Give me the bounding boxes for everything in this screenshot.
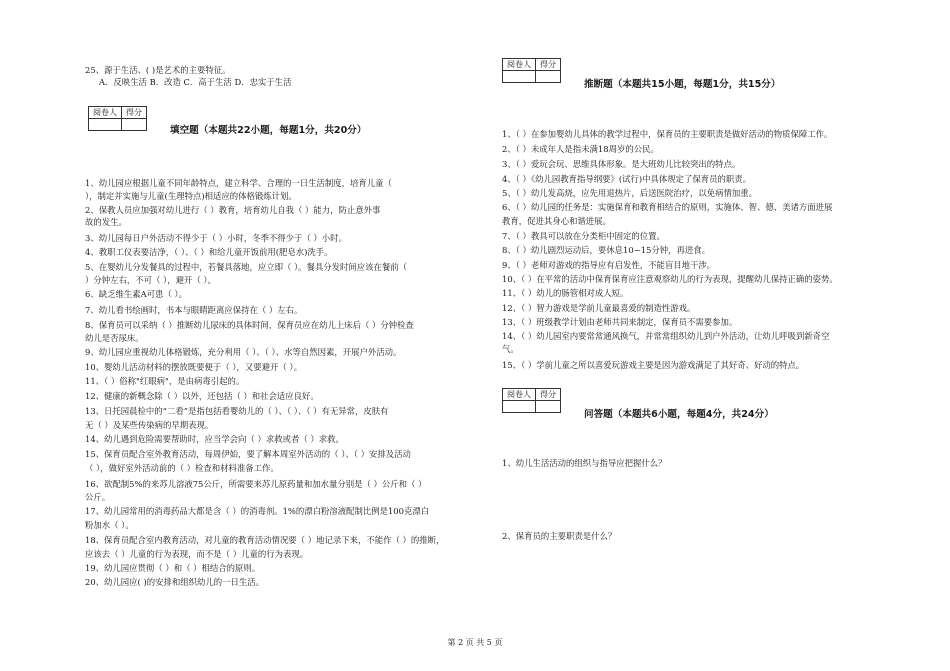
fill-question-line: 9、幼儿园应重视幼儿体格锻炼，充分利用（ ）、（ ）、水等自然因素，开展户外活动。	[85, 347, 402, 357]
judge-question-line: 14、（ ）幼儿园室内要常常通风换气，并常常组织幼儿到户外活动，让幼儿呼吸到新奇空	[502, 331, 830, 341]
judge-question-line: 3、（ ）爱玩会玩、思维具体形象。是大班幼儿比较突出的特点。	[502, 159, 741, 169]
judge-question-line: 15、（ ）学前儿童之所以喜爱玩游戏主要是因为游戏满足了其好奇、好动的特点。	[502, 360, 805, 370]
judge-question-line: 1、（ ）在参加婴幼儿具体的教学过程中，保育员的主要职责是做好活动的物质保障工作。	[502, 129, 833, 139]
fill-question-line: 3、幼儿园每日户外活动不得少于（ ）小时，冬季不得少于（ ）小时。	[85, 233, 347, 243]
qa-question-2: 2、保育员的主要职责是什么？	[502, 531, 617, 541]
fill-question-line: 公斤。	[85, 492, 111, 502]
judge-question-line: 2、（ ）未成年人是指未满18周岁的公民。	[502, 144, 659, 154]
fill-question-line: 15、保育员配合室外教育活动，每周伊始，要了解本周室外活动的（ ）、（ ）安排及活动	[85, 449, 411, 459]
fill-question-line: 无（ ）及某些传染病的早期表现。	[85, 420, 214, 430]
reviewer-label: 阅卷人	[89, 107, 122, 119]
score-label: 得分	[536, 59, 561, 71]
score-label: 得分	[122, 107, 147, 119]
judge-question-line: 8、（ ）幼儿剧烈运动后，要休息10~15分钟，再进食。	[502, 245, 711, 255]
qa-score-box	[502, 388, 561, 413]
score-cell	[536, 401, 561, 413]
score-label: 得分	[536, 389, 561, 401]
fill-question-line: 8、保育员可以采纳（ ）推断幼儿尿床的具体时间，保育员应在幼儿上床后（ ）分钟检查	[85, 320, 414, 330]
fill-question-line: 2、保教人员应加强对幼儿进行（ ）教育，培育幼儿自我（ ）能力，防止意外事	[85, 205, 381, 215]
fill-question-line: 11、（ ）俗称"红眼病"，是由病毒引起的。	[85, 376, 245, 386]
fill-question-line: 14、幼儿遇到危险需要帮助时，应当学会向（ ）求救或者（ ）求救。	[85, 434, 344, 444]
judge-question-line: 6、（ ）幼儿园的任务是：实施保育和教育相结合的原则，实施体、智、德、美诸方面进展	[502, 202, 833, 212]
fill-question-line: ）分钟左右，不可（ ），避开（ ）。	[85, 275, 216, 285]
page-footer: 第 2 页 共 5 页	[447, 638, 503, 647]
reviewer-cell	[89, 119, 122, 131]
judge-question-line: 5、（ ）幼儿发高烧，应先用退热片，后送医院治疗，以免病情加重。	[502, 188, 758, 198]
judge-question-line: 9、（ ）老师对游戏的指导应有启发性，不能盲目地干涉。	[502, 260, 716, 270]
qa-section-title: 问答题（本题共6小题，每题4分，共24分）	[584, 409, 774, 420]
fill-question-line: 5、在婴幼儿分发餐具的过程中，若餐具落地，应立即（ ）。餐具分发时间应该在餐前（	[85, 262, 408, 272]
score-cell	[122, 119, 147, 131]
judge-question-line: 4、（ ）《幼儿园教育指导纲要》(试行)中具体规定了保育员的职责。	[502, 174, 752, 184]
fill-question-line: 19、幼儿园应贯彻（ ）和（ ）相结合的原则。	[85, 563, 261, 573]
fill-question-line: 7、幼儿看书绘画时，书本与眼睛距离应保持在（ ）左右。	[85, 305, 303, 315]
judge-question-line: 12、（ ）智力游戏是学前儿童最喜爱的制造性游戏。	[502, 303, 696, 313]
judge-question-line: 7、（ ）教具可以放在分类柜中固定的位置。	[502, 231, 665, 241]
fill-question-line: 17、幼儿园常用的消毒药品大都是含（ ）的消毒剂。1%的漂白粉溶液配制比例是100克漂白	[85, 506, 430, 516]
fill-question-line: 6、缺乏维生素A可患（ ）。	[85, 289, 187, 299]
judge-question-line: 11、（ ）幼儿的肠管相对成人短。	[502, 288, 629, 298]
fill-score-box	[88, 106, 147, 131]
score-cell	[536, 71, 561, 83]
reviewer-label: 阅卷人	[503, 389, 536, 401]
question-25-options: A．反映生活 B．改造 C．高于生活 D．忠实于生活	[99, 77, 292, 87]
fill-question-line: 故的发生。	[85, 217, 127, 227]
fill-question-line: 20、幼儿园应( )的安排和组织幼儿的一日生活。	[85, 577, 264, 587]
reviewer-cell	[503, 401, 536, 413]
judge-question-line: 教育，促进其身心和谐进展。	[502, 216, 611, 226]
judge-question-line: 气。	[502, 344, 519, 354]
fill-question-line: 16、欲配制5%的来苏儿溶液75公斤，所需要来苏儿原药量和加水量分别是（ ）公斤和（ ）	[85, 479, 427, 489]
fill-question-line: 幼儿是否尿床。	[85, 333, 144, 343]
judge-section-title: 推断题（本题共15小题，每题1分，共15分）	[584, 79, 781, 90]
fill-question-line: 4、教职工仪表要洁净，（ ）、（ ）和给儿童开饭前用(肥皂水)洗手。	[85, 247, 333, 257]
judge-score-box	[502, 58, 561, 83]
fill-question-line: （ ），做好室外活动前的（ ）检查和材料准备工作。	[85, 463, 279, 473]
judge-question-line: 13、（ ）班级教学计划由老师共同来制定，保育员不需要参加。	[502, 317, 738, 327]
fill-question-line: 12、健康的新概念除（ ）以外，还包括（ ）和社会适应良好。	[85, 391, 319, 401]
fill-question-line: 粉加水（ ）。	[85, 520, 134, 530]
fill-question-line: 10、婴幼儿活动材料的摆放既要便于（ ），又要避开（ ）。	[85, 362, 302, 372]
reviewer-label: 阅卷人	[503, 59, 536, 71]
question-25-stem: 25、源于生活、( )是艺术的主要特征。	[85, 65, 231, 75]
fill-question-line: 1、幼儿园应根据儿童不同年龄特点，建立科学、合理的一日生活制度，培育儿童（	[85, 178, 392, 188]
fill-question-line: 应该去（ ）儿童的行为表现，而不是（ ）儿童的行为表现。	[85, 549, 309, 559]
fill-question-line: 18、保育员配合室内教育活动，对儿童的教育活动情况要（ ）地记录下来，不能作（ ）的推断，	[85, 535, 445, 545]
fill-section-title: 填空题（本题共22小题，每题1分，共20分）	[170, 125, 367, 136]
reviewer-cell	[503, 71, 536, 83]
fill-question-line: ），制定并实施与儿童(生理特点)相适应的体格锻炼计划。	[85, 191, 297, 201]
fill-question-line: 13、日托园晨检中的“二看”是指包括看婴幼儿的（ ）、（ ）、（ ）有无异常，皮肤有	[85, 406, 389, 416]
qa-question-1: 1、幼儿生活活动的组织与指导应把握什么？	[502, 458, 667, 468]
judge-question-line: 10、（ ）在平常的活动中保育保育应注意观察幼儿的行为表现，提醒幼儿保持正确的姿势。	[502, 274, 838, 284]
